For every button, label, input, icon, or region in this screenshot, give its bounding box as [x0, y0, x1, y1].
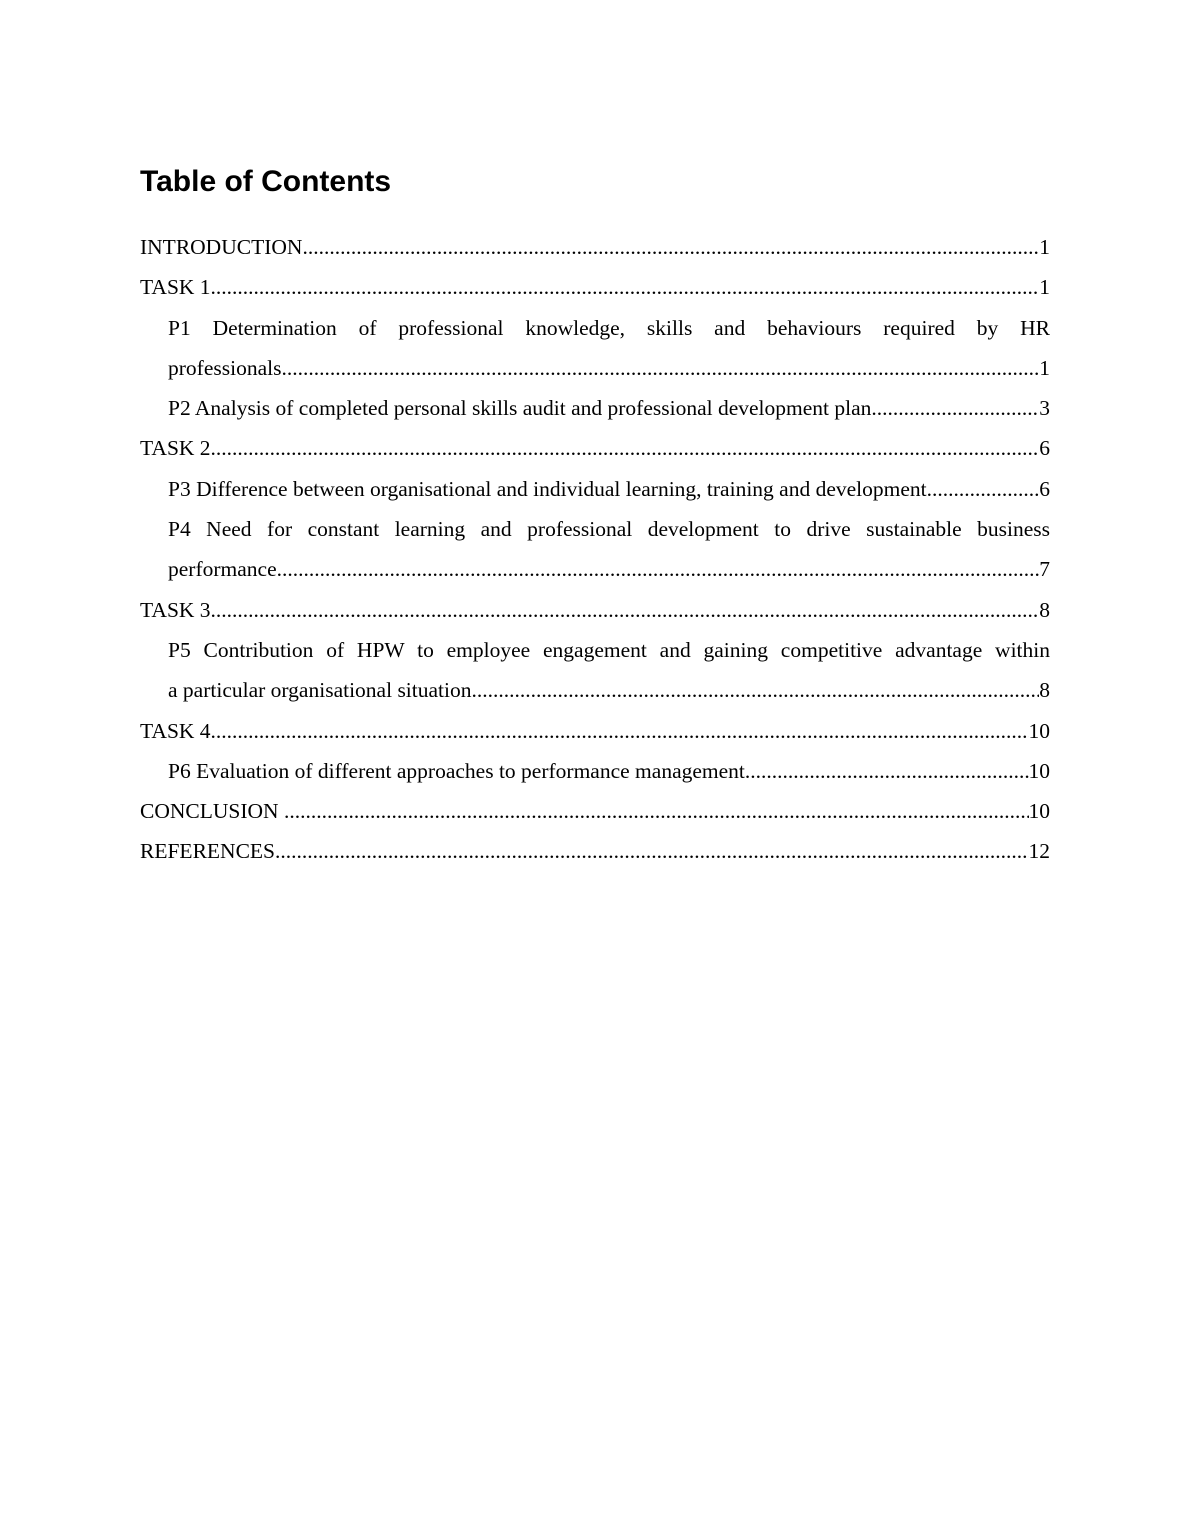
toc-entry-text: CONCLUSION: [140, 799, 284, 824]
toc-page-number: 12: [1028, 839, 1050, 864]
dot-leader: [745, 751, 1029, 791]
toc-entry-task-3[interactable]: [140, 590, 1050, 630]
dot-leader: [927, 469, 1040, 509]
toc-entry-text: TASK 1: [140, 275, 211, 300]
dot-leader: [211, 711, 1029, 751]
toc-page-number: 1: [1039, 275, 1050, 300]
toc-entry-text: a particular organisational situation: [168, 678, 472, 703]
toc-list: [140, 227, 1050, 872]
dot-leader: [275, 831, 1029, 871]
toc-entry-text: TASK 2: [140, 436, 211, 461]
toc-entry-text: P3 Difference between organisational and individual learning, training and development: [168, 476, 927, 501]
toc-entry-p2[interactable]: [140, 388, 1050, 428]
toc-entry-p5[interactable]: [140, 630, 1050, 711]
dot-leader: [281, 348, 1039, 388]
toc-entry-references[interactable]: [140, 831, 1050, 871]
toc-entry-text: P6 Evaluation of different approaches to performance management: [168, 758, 745, 783]
toc-page-number: 1: [1039, 235, 1050, 259]
toc-page-number: 8: [1039, 678, 1050, 703]
toc-entry-p3[interactable]: [140, 469, 1050, 509]
toc-page-number: 1: [1039, 355, 1050, 380]
dot-leader: [472, 670, 1040, 710]
toc-page-number: 10: [1028, 718, 1050, 743]
toc-page-number: 8: [1039, 597, 1050, 622]
toc-heading: Table of Contents: [140, 165, 392, 198]
toc-page-number: 6: [1039, 476, 1050, 501]
toc-entry-p1[interactable]: [140, 308, 1050, 389]
toc-entry-task-2[interactable]: [140, 428, 1050, 468]
toc-page-number: 6: [1039, 436, 1050, 461]
toc-entry-conclusion[interactable]: [140, 791, 1050, 831]
toc-entry-text: INTRODUCTION: [140, 235, 303, 259]
dot-leader: [284, 791, 1029, 831]
toc-entry-text-line-1: P5 Contribution of HPW to employee engagement and gaining competitive advantage within: [168, 637, 1050, 662]
dot-leader: [277, 549, 1040, 589]
toc-entry-task-1[interactable]: [140, 267, 1050, 307]
toc-entry-text: P2 Analysis of completed personal skills audit and professional development plan: [168, 396, 872, 421]
toc-entry-text-line-1: P1 Determination of professional knowledge, skills and behaviours required by HR: [168, 315, 1050, 340]
toc-page-content: [140, 160, 1050, 872]
toc-entry-text: TASK 3: [140, 597, 211, 622]
toc-entry-text: REFERENCES: [140, 839, 275, 864]
dot-leader: [871, 388, 1039, 428]
toc-entry-p4[interactable]: [140, 509, 1050, 590]
toc-entry-text: TASK 4: [140, 718, 211, 743]
toc-page-number: 3: [1039, 396, 1050, 421]
dot-leader: [302, 227, 1039, 267]
toc-page-number: 10: [1028, 799, 1050, 824]
toc-entry-p6[interactable]: [140, 751, 1050, 791]
toc-entry-text: performance: [168, 557, 277, 582]
toc-entry-text-line-1: P4 Need for constant learning and professional development to drive sustainable business: [168, 517, 1050, 542]
toc-entry-text: professionals: [168, 355, 282, 380]
toc-entry-task-4[interactable]: [140, 711, 1050, 751]
dot-leader: [211, 590, 1040, 630]
toc-page-number: 10: [1028, 758, 1050, 783]
dot-leader: [211, 267, 1040, 307]
toc-entry-introduction[interactable]: [140, 227, 1050, 267]
dot-leader: [211, 428, 1040, 468]
toc-page-number: 7: [1039, 557, 1050, 582]
